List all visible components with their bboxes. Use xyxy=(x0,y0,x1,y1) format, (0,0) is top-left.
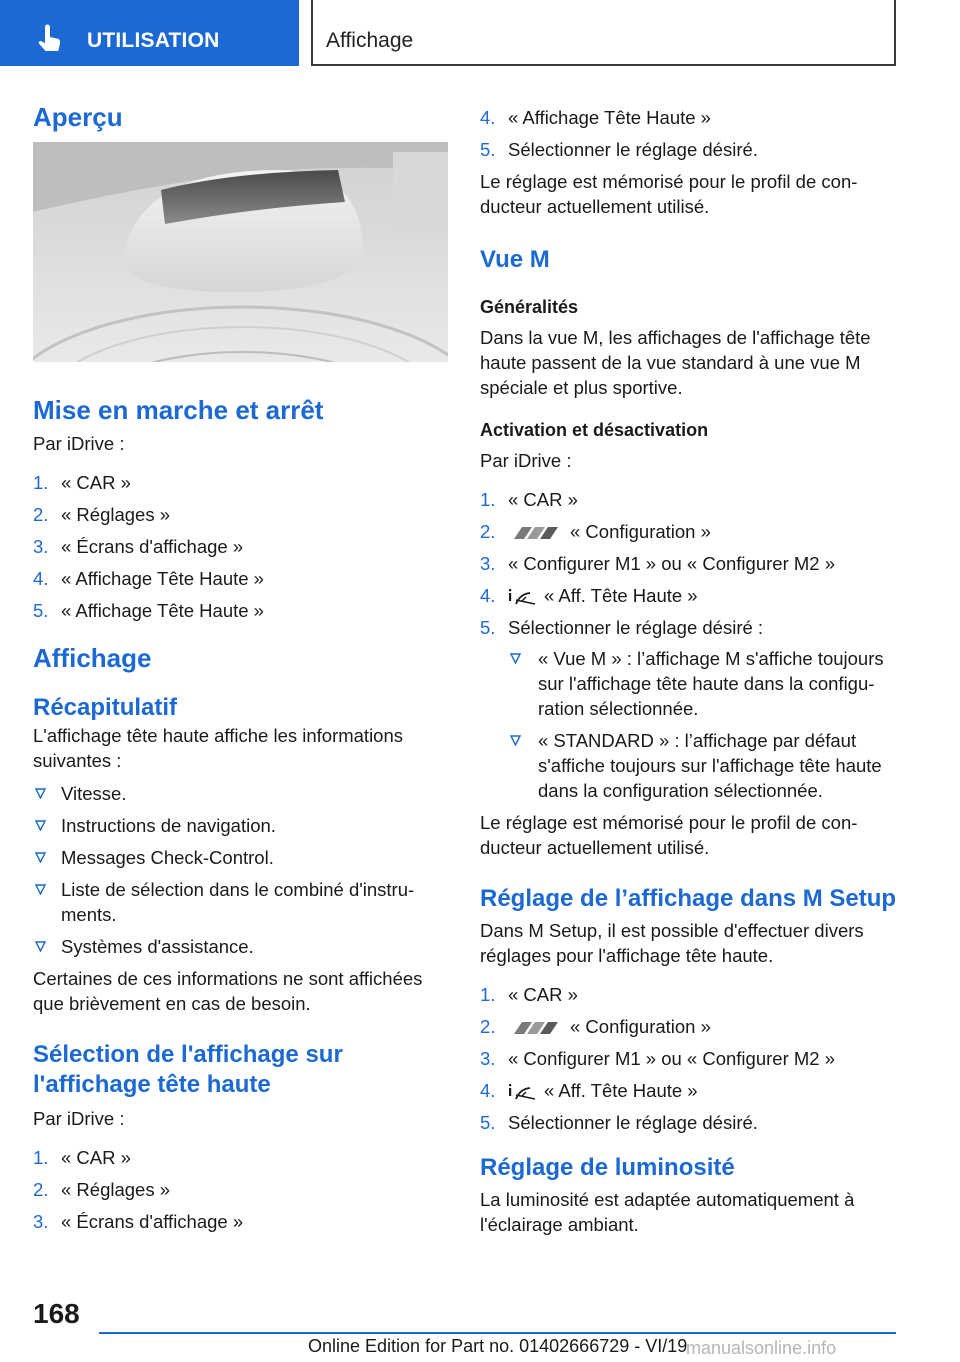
list-item: Messages Check-Control. xyxy=(33,845,448,870)
triangle-bullet-icon xyxy=(35,788,46,799)
list-item: 3. « Écrans d'affichage » xyxy=(33,1211,244,1232)
head-up-display-icon xyxy=(508,588,538,606)
mise-steps xyxy=(33,470,448,623)
list-item: 5. « Affichage Tête Haute » xyxy=(33,600,264,621)
list-item: 3. « Configurer M1 » ou « Configurer M2 » xyxy=(480,553,836,574)
page-title: Affichage xyxy=(326,29,414,52)
list-item: Vitesse. xyxy=(33,781,448,806)
hand-touch-icon xyxy=(36,24,62,54)
list-item: 2. « Configuration » xyxy=(480,1016,711,1037)
list-item: 1. « CAR » xyxy=(33,472,131,493)
triangle-bullet-icon xyxy=(35,852,46,863)
list-item: 5. Sélectionner le réglage désiré : « Vue M » : l’affichage M s'affiche toujours sur l'affichage tête haute dans la configu-ration sélectionnée. « STANDARD » : l’affichage par défaut s'affiche toujours sur l'affichage tête haute dans la configuration sélectionnée. xyxy=(480,615,900,803)
list-item: « Vue M » : l’affichage M s'affiche toujours sur l'affichage tête haute dans la configu-ration sélectionnée. xyxy=(508,646,900,721)
recap-bullets xyxy=(33,781,448,959)
list-item: Instructions de navigation. xyxy=(33,813,448,838)
list-item: 3. « Configurer M1 » ou « Configurer M2 » xyxy=(480,1048,836,1069)
list-item: 1. « CAR » xyxy=(480,984,578,1005)
section-label: UTILISATION xyxy=(87,29,220,52)
list-item: 5. Sélectionner le réglage désiré. xyxy=(480,139,758,160)
generalites-text: Dans la vue M, les affichages de l'affichage tête haute passent de la vue standard à une vue M spéciale et plus sportive. xyxy=(480,327,871,398)
apercu-heading: Aperçu xyxy=(33,102,123,132)
head-up-display-icon xyxy=(508,1083,538,1101)
list-item: 4. « Aff. Tête Haute » xyxy=(480,585,698,606)
continued-note: Le réglage est mémorisé pour le profil de con-ducteur actuellement utilisé. xyxy=(480,171,858,217)
vue-m-heading: Vue M xyxy=(480,246,550,273)
selection-heading: Sélection de l'affichage sur l'affichage tête haute xyxy=(33,1041,343,1098)
triangle-bullet-icon xyxy=(510,735,521,746)
list-item: 4. « Affichage Tête Haute » xyxy=(480,107,711,128)
activation-options xyxy=(508,646,900,803)
selection-intro: Par iDrive : xyxy=(33,1108,125,1129)
left-column xyxy=(33,100,448,1241)
recapitulatif-heading: Récapitulatif xyxy=(33,694,178,721)
watermark: manualsonline.info xyxy=(686,1338,837,1358)
m-setup-steps xyxy=(480,982,900,1135)
list-item: 1. « CAR » xyxy=(33,1147,131,1168)
head-up-display-photo xyxy=(33,142,448,362)
mise-intro: Par iDrive : xyxy=(33,433,125,454)
list-item: 2. « Configuration » xyxy=(480,521,711,542)
list-item: 4. « Aff. Tête Haute » xyxy=(480,1080,698,1101)
activation-heading: Activation et désactivation xyxy=(480,420,709,440)
m-stripes-icon xyxy=(508,1021,564,1035)
recap-text: L'affichage tête haute affiche les informations suivantes : xyxy=(33,725,404,771)
right-column xyxy=(480,100,900,1237)
activation-note: Le réglage est mémorisé pour le profil de con-ducteur actuellement utilisé. xyxy=(480,812,858,858)
activation-steps xyxy=(480,487,900,803)
generalites-heading: Généralités xyxy=(480,297,579,317)
triangle-bullet-icon xyxy=(35,820,46,831)
mise-en-marche-heading: Mise en marche et arrêt xyxy=(33,395,324,425)
m-stripes-icon xyxy=(508,526,564,540)
list-item: Systèmes d'assistance. xyxy=(33,934,448,959)
list-item: 2. « Réglages » xyxy=(33,1179,171,1200)
footer-divider xyxy=(99,1332,896,1334)
list-item: 5. Sélectionner le réglage désiré. xyxy=(480,1112,758,1133)
list-item: Liste de sélection dans le combiné d'instru-ments. xyxy=(33,877,448,927)
triangle-bullet-icon xyxy=(510,653,521,664)
recap-note: Certaines de ces informations ne sont affichées que brièvement en cas de besoin. xyxy=(33,968,423,1014)
list-item: 3. « Écrans d'affichage » xyxy=(33,536,244,557)
list-item: 2. « Réglages » xyxy=(33,504,171,525)
list-item: 4. « Affichage Tête Haute » xyxy=(33,568,264,589)
m-setup-heading: Réglage de l’affichage dans M Setup xyxy=(480,885,897,912)
m-setup-text: Dans M Setup, il est possible d'effectuer divers réglages pour l'affichage tête haute. xyxy=(480,920,864,966)
affichage-heading: Affichage xyxy=(33,643,152,673)
list-item: 1. « CAR » xyxy=(480,489,578,510)
luminosite-text: La luminosité est adaptée automatiquement à l'éclairage ambiant. xyxy=(480,1189,855,1235)
luminosite-heading: Réglage de luminosité xyxy=(480,1154,735,1181)
selection-steps xyxy=(33,1145,448,1234)
continued-steps xyxy=(480,105,900,162)
page-number: 168 xyxy=(33,1298,80,1329)
edition-text: Online Edition for Part no. 01402666729 - VI/19 xyxy=(308,1336,688,1356)
triangle-bullet-icon xyxy=(35,941,46,952)
section-tab xyxy=(0,0,299,66)
activation-intro: Par iDrive : xyxy=(480,450,572,471)
triangle-bullet-icon xyxy=(35,884,46,895)
list-item: « STANDARD » : l’affichage par défaut s'affiche toujours sur l'affichage tête haute dans la configuration sélectionnée. xyxy=(508,728,900,803)
